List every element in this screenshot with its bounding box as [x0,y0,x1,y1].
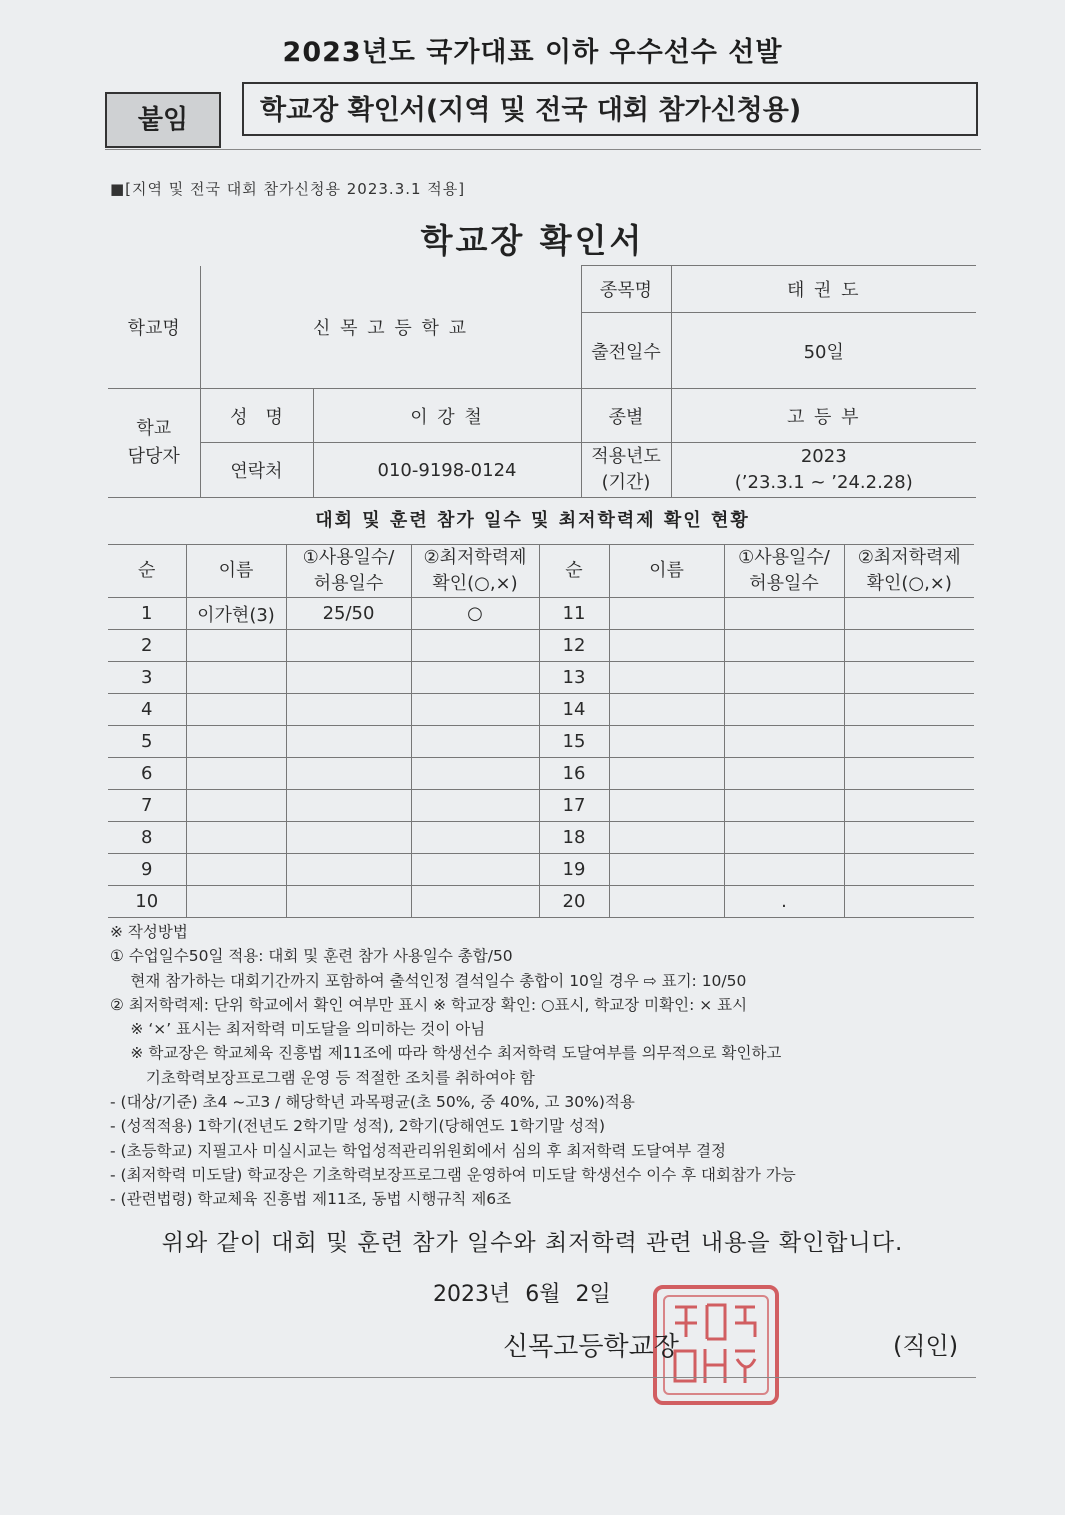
table-cell-no: 5 [108,726,186,758]
table-cell-no2: 18 [539,822,609,854]
name-value: 이 강 철 [313,389,581,443]
col-name-2: 이름 [609,545,724,598]
table-cell-name [186,694,286,726]
table-cell-no: 8 [108,822,186,854]
contact-value: 010-9198-0124 [313,443,581,498]
table-cell-name2 [609,630,724,662]
table-row [108,790,974,822]
issue-date: 2023년 6월 2일 [433,1282,611,1307]
table-cell-name2 [609,694,724,726]
table-cell-check [411,662,539,694]
table-cell-check: ○ [411,598,539,630]
subtitle: ■[지역 및 전국 대회 참가신청용 2023.3.1 적용] [110,180,466,198]
table-cell-name2 [609,854,724,886]
table-cell-days [286,854,411,886]
table-cell-no2: 17 [539,790,609,822]
sport-label: 종목명 [581,266,671,313]
table-cell-check2 [844,854,974,886]
table-cell-name [186,886,286,918]
table-cell-no: 1 [108,598,186,630]
table-row [108,598,974,630]
table-cell-name [186,790,286,822]
note-line: 현재 참가하는 대회기간까지 포함하여 출석인정 결석일수 총합이 10일 경우 ⇨ 표기: 10/50 [110,971,747,990]
table-cell-days [286,726,411,758]
table-cell-name2 [609,822,724,854]
table-cell-no: 10 [108,886,186,918]
table-cell-name [186,662,286,694]
col-days: ①사용일수/ 허용일수 [286,545,411,598]
table-cell-days2 [724,694,844,726]
note-line: ※ 작성방법 [110,923,188,941]
table-cell-check [411,790,539,822]
days-label: 출전일수 [581,313,671,389]
table-cell-check [411,822,539,854]
sport-value: 태 권 도 [671,266,976,313]
table-cell-no: 4 [108,694,186,726]
table-cell-check [411,726,539,758]
table-cell-name: 이가현(3) [186,598,286,630]
table-cell-days [286,758,411,790]
table-cell-check [411,886,539,918]
table-cell-days [286,630,411,662]
note-line: ② 최저학력제: 단위 학교에서 확인 여부만 표시 ※ 학교장 확인: ○표시, 학교장 미확인: × 표시 [110,995,748,1014]
document-title: 학교장 확인서 [420,221,645,260]
table-cell-days2 [724,822,844,854]
table-cell-name2 [609,726,724,758]
table-cell-days [286,886,411,918]
status-heading: 대회 및 훈련 참가 일수 및 최저학력제 확인 현황 [315,510,750,531]
table-cell-days2: . [724,886,844,918]
table-cell-no2: 19 [539,854,609,886]
table-cell-name [186,630,286,662]
table-cell-no2: 12 [539,630,609,662]
note-line: 기초학력보장프로그램 운영 등 적절한 조치를 취하여야 함 [110,1068,535,1087]
table-cell-days: 25/50 [286,598,411,630]
note-line: - (초등학교) 지필고사 미실시교는 학업성적관리위원회에서 심의 후 최저학력 도달여부 결정 [110,1141,727,1160]
table-row [108,630,974,662]
table-cell-check [411,854,539,886]
manager-label: 학교 담당자 [108,389,200,498]
info-table [108,265,976,498]
table-cell-no2: 11 [539,598,609,630]
col-check-2: ②최저학력제 확인(○,×) [844,545,974,598]
table-cell-days [286,694,411,726]
table-cell-no2: 20 [539,886,609,918]
table-cell-no: 6 [108,758,186,790]
table-cell-name [186,822,286,854]
days-value: 50일 [671,313,976,389]
note-line: - (최저학력 미도달) 학교장은 기초학력보장프로그램 운영하여 미도달 학생선수 이수 후 대회참가 가능 [110,1165,796,1184]
table-cell-check2 [844,662,974,694]
table-cell-days [286,822,411,854]
bottom-divider [110,1377,976,1378]
attach-title: 학교장 확인서(지역 및 전국 대회 참가신청용) [242,82,978,136]
year-cell [671,443,976,498]
table-cell-check2 [844,598,974,630]
principal-name: 신목고등학교장 [503,1332,679,1362]
table-cell-name2 [609,598,724,630]
table-cell-check [411,694,539,726]
note-line: - (성적적용) 1학기(전년도 2학기말 성적), 2학기(당해연도 1학기말 성적) [110,1117,606,1136]
table-cell-days [286,790,411,822]
school-value: 신 목 고 등 학 교 [200,266,581,389]
table-cell-name [186,726,286,758]
note-line: - (대상/기준) 초4 ~고3 / 해당학년 과목평균(초 50%, 중 40%, 고 30%)적용 [110,1093,635,1112]
table-cell-no: 7 [108,790,186,822]
confirmation-statement: 위와 같이 대회 및 훈련 참가 일수와 최저학력 관련 내용을 확인합니다. [161,1230,904,1256]
table-cell-days2 [724,630,844,662]
table-cell-days2 [724,598,844,630]
table-cell-name [186,758,286,790]
col-no: 순 [108,545,186,598]
table-row [108,886,974,918]
table-cell-no: 3 [108,662,186,694]
writing-instructions [110,920,990,1212]
period-value: (’23.3.1 ~ ’24.2.28) [734,472,913,493]
table-cell-days [286,662,411,694]
top-title: 2023년도 국가대표 이하 우수선수 선발 [282,37,783,68]
table-cell-name2 [609,758,724,790]
table-cell-check [411,758,539,790]
table-cell-check [411,630,539,662]
table-cell-no2: 13 [539,662,609,694]
table-cell-no2: 16 [539,758,609,790]
table-cell-name2 [609,790,724,822]
table-cell-check2 [844,758,974,790]
table-cell-check2 [844,886,974,918]
table-cell-no: 2 [108,630,186,662]
note-line: ※ ‘×’ 표시는 최저학력 미도달을 의미하는 것이 아님 [110,1020,486,1039]
table-row [108,822,974,854]
division-label: 종별 [581,389,671,443]
name-label: 성 명 [200,389,313,443]
table-cell-check2 [844,694,974,726]
year-value: 2023 [800,446,847,467]
table-cell-days2 [724,758,844,790]
col-name: 이름 [186,545,286,598]
table-cell-days2 [724,854,844,886]
school-label: 학교명 [108,266,200,389]
table-cell-days2 [724,726,844,758]
table-row [108,662,974,694]
table-cell-check2 [844,630,974,662]
year-label: 적용년도 (기간) [581,443,671,498]
col-days-2: ①사용일수/ 허용일수 [724,545,844,598]
table-cell-days2 [724,662,844,694]
table-row [108,854,974,886]
table-cell-no2: 15 [539,726,609,758]
table-cell-days2 [724,790,844,822]
note-line: ※ 학교장은 학교체육 진흥법 제11조에 따라 학생선수 최저학력 도달여부를 의무적으로 확인하고 [110,1044,782,1063]
table-cell-name2 [609,886,724,918]
table-cell-no: 9 [108,854,186,886]
table-cell-no2: 14 [539,694,609,726]
contact-label: 연락처 [200,443,313,498]
division-value: 고 등 부 [671,389,976,443]
seal-label: (직인) [893,1332,959,1360]
top-divider [105,149,981,150]
table-cell-name2 [609,662,724,694]
status-table [108,544,974,918]
status-header-row [108,545,974,598]
table-cell-check2 [844,822,974,854]
table-cell-name [186,854,286,886]
attach-label: 붙임 [105,92,221,148]
note-line: ① 수업일수50일 적용: 대회 및 훈련 참가 사용일수 총합/50 [110,947,513,966]
table-row [108,694,974,726]
col-no-2: 순 [539,545,609,598]
table-cell-check2 [844,790,974,822]
note-line: - (관련법령) 학교체육 진흥법 제11조, 동법 시행규칙 제6조 [110,1190,512,1209]
table-cell-check2 [844,726,974,758]
col-check: ②최저학력제 확인(○,×) [411,545,539,598]
table-row [108,726,974,758]
table-row [108,758,974,790]
